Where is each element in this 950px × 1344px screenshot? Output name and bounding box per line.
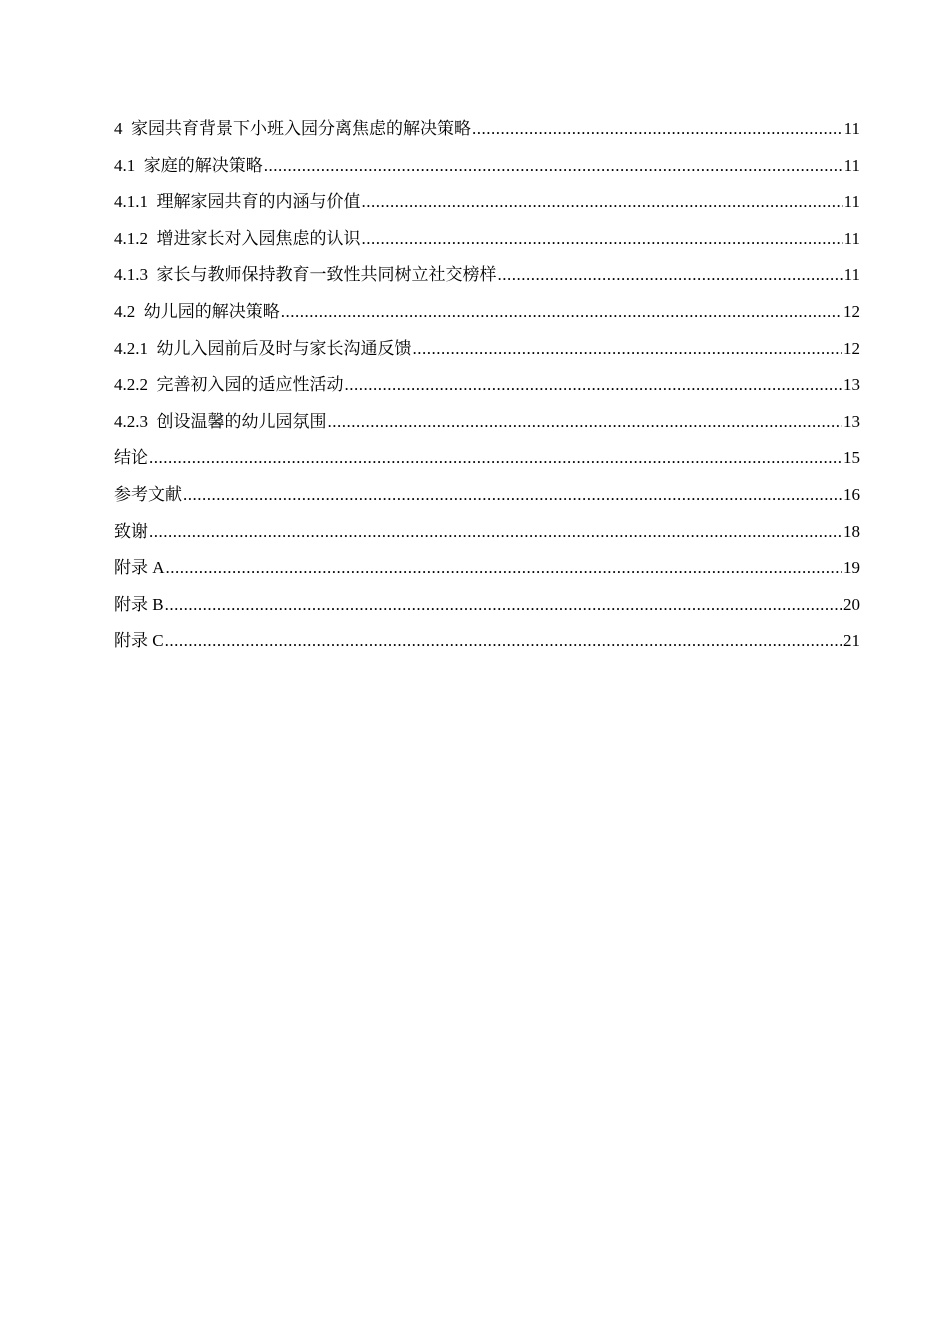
toc-dot-leader — [345, 372, 843, 398]
toc-entry-label: 结论 — [114, 448, 148, 468]
toc-dot-leader — [281, 299, 842, 325]
toc-entry-page: 11 — [843, 119, 860, 138]
toc-entry-page: 13 — [843, 411, 860, 431]
table-of-contents — [114, 113, 860, 662]
toc-entry-page: 19 — [843, 558, 860, 578]
toc-entry-label: 4.2.2 完善初入园的适应性活动 — [114, 375, 344, 395]
toc-entry-label: 附录 A — [114, 558, 165, 578]
toc-entry-page: 11 — [843, 228, 860, 248]
toc-dot-leader — [183, 482, 842, 508]
toc-entry[interactable] — [114, 223, 860, 260]
toc-dot-leader — [472, 116, 843, 142]
toc-entry-page: 15 — [843, 448, 860, 468]
toc-dot-leader — [362, 189, 843, 215]
toc-entry-label: 4.1 家庭的解决策略 — [114, 155, 263, 175]
toc-dot-leader — [166, 555, 842, 581]
toc-entry-page: 18 — [843, 521, 860, 541]
toc-dot-leader — [165, 628, 842, 654]
toc-entry-page: 20 — [843, 594, 860, 614]
toc-entry-label: 致谢 — [114, 521, 148, 541]
toc-entry-page: 11 — [843, 155, 860, 175]
toc-entry-page: 11 — [843, 192, 860, 212]
toc-dot-leader — [498, 262, 843, 288]
toc-dot-leader — [165, 592, 842, 618]
toc-entry-page: 21 — [843, 631, 860, 651]
toc-entry-page: 16 — [843, 484, 860, 504]
toc-entry-label: 4.2.3 创设温馨的幼儿园氛围 — [114, 411, 327, 431]
toc-entry-label: 4.1.3 家长与教师保持教育一致性共同树立社交榜样 — [114, 265, 497, 285]
toc-dot-leader — [413, 336, 843, 362]
toc-entry-page: 12 — [843, 338, 860, 358]
toc-entry-label: 4.2.1 幼儿入园前后及时与家长沟通反馈 — [114, 338, 412, 358]
toc-entry-page: 11 — [843, 265, 860, 285]
toc-entry-label: 4 家园共育背景下小班入园分离焦虑的解决策略 — [114, 119, 471, 138]
toc-entry-label: 参考文献 — [114, 484, 182, 504]
toc-entry-label: 4.2 幼儿园的解决策略 — [114, 301, 280, 321]
toc-entry-page: 12 — [843, 301, 860, 321]
toc-entry-label: 4.1.2 增进家长对入园焦虑的认识 — [114, 228, 361, 248]
toc-entry[interactable] — [114, 442, 860, 479]
toc-entry[interactable] — [114, 589, 860, 626]
toc-entry[interactable] — [114, 259, 860, 296]
toc-entry[interactable] — [114, 333, 860, 370]
toc-entry[interactable] — [114, 186, 860, 223]
toc-entry[interactable] — [114, 516, 860, 553]
toc-entry-page: 13 — [843, 375, 860, 395]
toc-entry[interactable] — [114, 552, 860, 589]
toc-dot-leader — [328, 409, 843, 435]
toc-entry[interactable] — [114, 296, 860, 333]
toc-entry[interactable] — [114, 406, 860, 443]
toc-entry[interactable] — [114, 625, 860, 662]
toc-entry[interactable] — [114, 113, 860, 150]
toc-entry-label: 附录 B — [114, 594, 164, 614]
toc-entry[interactable] — [114, 369, 860, 406]
toc-entry[interactable] — [114, 479, 860, 516]
toc-dot-leader — [362, 226, 843, 252]
toc-dot-leader — [149, 519, 842, 545]
toc-dot-leader — [149, 445, 842, 471]
toc-dot-leader — [264, 153, 843, 179]
toc-entry[interactable] — [114, 150, 860, 187]
toc-entry-label: 4.1.1 理解家园共育的内涵与价值 — [114, 192, 361, 212]
toc-entry-label: 附录 C — [114, 631, 164, 651]
